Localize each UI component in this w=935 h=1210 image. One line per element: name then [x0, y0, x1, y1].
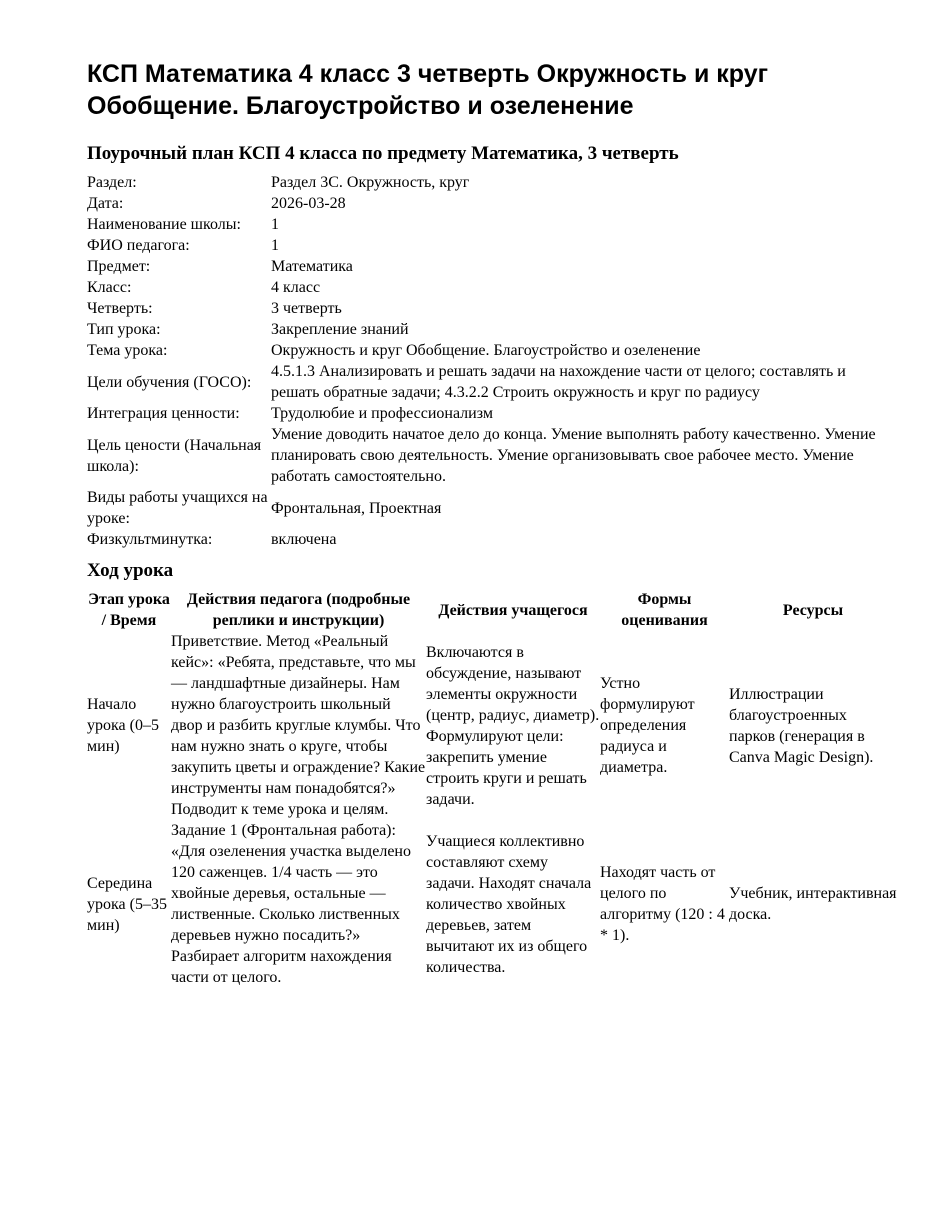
info-label: Интеграция ценности:: [87, 405, 240, 422]
header-student-actions: Действия учащегося: [438, 601, 588, 619]
info-row: [87, 340, 893, 361]
lesson-section-title: Ход урока: [87, 560, 174, 581]
info-label: Класс:: [87, 279, 132, 296]
info-row: [87, 403, 893, 424]
info-value: включена: [271, 531, 337, 548]
info-row: [87, 172, 893, 193]
info-row: [87, 193, 893, 214]
info-row: [87, 256, 893, 277]
stage-cell: Середина урока (5–35 мин): [87, 874, 167, 934]
info-row: [87, 319, 893, 340]
document-page: [87, 58, 897, 988]
plan-subtitle: Поурочный план КСП 4 класса по предмету Математика, 3 четверть: [87, 143, 679, 164]
info-row: [87, 361, 893, 403]
info-label: Тип урока:: [87, 321, 161, 338]
teacher-cell: Приветствие. Метод «Реальный кейс»: «Ребята, представьте, что мы — ландшафтные дизайнеры. Нам нужно благоустроить школьный двор и разбить круглые клумбы. Что нам нужно знать о круге, чтобы закупить цветы и ограждение? Какие инструменты нам понадобятся?» Подводит к теме урока и целям.: [171, 633, 426, 818]
info-label: Цели обучения (ГОСО):: [87, 373, 252, 391]
info-value: Математика: [271, 258, 353, 275]
info-row: [87, 424, 893, 487]
student-cell: Учащиеся коллективно составляют схему задачи. Находят сначала количество хвойных деревьев, затем вычитают их из общего количества.: [426, 832, 592, 976]
assessment-cell: Устно формулируют определения радиуса и диаметра.: [600, 675, 695, 776]
info-label: Тема урока:: [87, 342, 168, 359]
info-value: Трудолюбие и профессионализм: [271, 405, 493, 422]
info-label: Раздел:: [87, 174, 137, 191]
info-row: [87, 214, 893, 235]
table-header-row: [87, 589, 897, 631]
info-label: Четверть:: [87, 300, 153, 317]
info-value: 3 четверть: [271, 300, 342, 317]
lesson-plan-table: [87, 589, 897, 988]
resources-cell: Учебник, интерактивная доска.: [729, 885, 897, 923]
info-row: [87, 235, 893, 256]
table-row: [87, 820, 897, 988]
info-row: [87, 298, 893, 319]
student-cell: Включаются в обсуждение, называют элементы окружности (центр, радиус, диаметр). Формулируют цели: закрепить умение строить круги и решать задачи.: [426, 643, 600, 808]
assessment-cell: Находят часть от целого по алгоритму (120 : 4 * 1).: [600, 864, 725, 944]
info-label: Наименование школы:: [87, 216, 241, 233]
info-row: [87, 277, 893, 298]
document-title: КСП Математика 4 класс 3 четверть Окружность и круг Обобщение. Благоустройство и озеленение: [87, 60, 769, 120]
info-row: [87, 529, 893, 550]
info-label: Физкультминутка:: [87, 531, 213, 548]
info-value: Раздел 3С. Окружность, круг: [271, 174, 470, 191]
info-value: Фронтальная, Проектная: [271, 499, 442, 517]
info-value: 1: [271, 237, 279, 254]
info-label: Виды работы учащихся на уроке:: [87, 489, 268, 527]
header-resources: Ресурсы: [782, 601, 844, 619]
header-assessment: Формы оценивания: [621, 591, 708, 629]
teacher-cell: Задание 1 (Фронтальная работа): «Для озеленения участка выделено 120 саженцев. 1/4 часть — это хвойные деревья, остальные — лиственные. Сколько лиственных деревьев нужно посадить?» Разбирает алгоритм нахождения части от целого.: [171, 822, 411, 986]
header-teacher-actions: Действия педагога (подробные реплики и инструкции): [186, 591, 411, 629]
info-value: Окружность и круг Обобщение. Благоустройство и озеленение: [271, 342, 701, 359]
info-label: Дата:: [87, 195, 124, 212]
info-label: Предмет:: [87, 258, 151, 275]
info-label: Цель цености (Начальная школа):: [87, 436, 262, 475]
table-row: [87, 631, 897, 820]
resources-cell: Иллюстрации благоустроенных парков (генерация в Canva Magic Design).: [729, 685, 874, 766]
stage-cell: Начало урока (0–5 мин): [87, 696, 159, 755]
lesson-info-table: [87, 172, 893, 550]
info-label: ФИО педагога:: [87, 237, 190, 254]
info-value: 1: [271, 216, 279, 233]
info-value: Закрепление знаний: [271, 321, 409, 338]
info-row: [87, 487, 893, 529]
header-stage: Этап урока / Время: [88, 591, 170, 629]
info-value: 2026-03-28: [271, 195, 346, 212]
info-value: Умение доводить начатое дело до конца. Умение выполнять работу качественно. Умение планировать свою деятельность. Умение организовывать свое рабочее место. Умение работать самостоятельно.: [271, 426, 876, 485]
info-value: 4 класс: [271, 279, 321, 296]
info-value: 4.5.1.3 Анализировать и решать задачи на нахождение части от целого; составлять и решать обратные задачи; 4.3.2.2 Строить окружность и круг по радиусу: [271, 363, 846, 401]
